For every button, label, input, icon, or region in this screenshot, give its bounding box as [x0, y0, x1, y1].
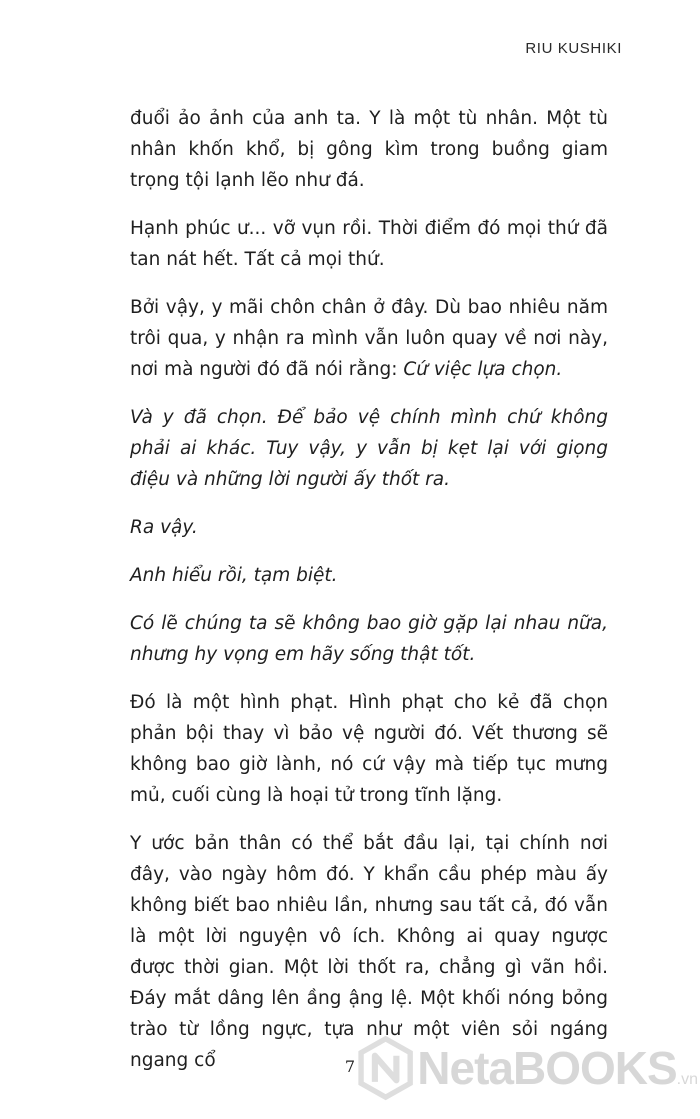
paragraph-6: Anh hiểu rồi, tạm biệt.: [130, 565, 338, 586]
paragraph-7: Có lẽ chúng ta sẽ không bao giờ gặp lại nhau nữa, nhưng hy vọng em hãy sống thật tốt.: [130, 613, 608, 665]
paragraph-5: Ra vậy.: [130, 517, 198, 538]
watermark-brand: NetaBOOKS: [417, 1041, 677, 1094]
paragraph-3: [130, 292, 608, 385]
running-header: RIU KUSHIKI: [525, 40, 622, 57]
paragraph-8: Đó là một hình phạt. Hình phạt cho kẻ đã chọn phản bội thay vì bảo vệ người đó. Vết thương sẽ không bao giờ lành, nó cứ vậy mà tiếp tục mưng mủ, cuối cùng là hoại tử trong tĩnh lặng.: [130, 692, 608, 806]
paragraph-3-text: Bởi vậy, y mãi chôn chân ở đây. Dù bao nhiêu năm trôi qua, y nhận ra mình vẫn luôn quay về nơi này, nơi mà người đó đã nói rằng:: [130, 297, 608, 380]
paragraph-9: Y ước bản thân có thể bắt đầu lại, tại chính nơi đây, vào ngày hôm đó. Y khẩn cầu phép màu ấy không biết bao nhiêu lần, nhưng sau tất cả, đó vẫn là một lời nguyện vô ích. Không ai quay ngược được thời gian. Một lời thốt ra, chẳng gì vãn hồi. Đáy mắt dâng lên ầng ậng lệ. Một khối nóng bỏng trào từ lồng ngực, tựa như một viên sỏi ngáng ngang cổ: [130, 833, 608, 1071]
watermark-suffix: .vn: [676, 1071, 698, 1088]
page-number: 7: [344, 1057, 356, 1076]
body-text: [130, 103, 608, 1093]
paragraph-2: Hạnh phúc ư... vỡ vụn rồi. Thời điểm đó mọi thứ đã tan nát hết. Tất cả mọi thứ.: [130, 218, 608, 270]
paragraph-1: đuổi ảo ảnh của anh ta. Y là một tù nhân. Một tù nhân khốn khổ, bị gông kìm trong buồng giam trọng tội lạnh lẽo như đá.: [130, 108, 608, 191]
paragraph-4: Và y đã chọn. Để bảo vệ chính mình chứ không phải ai khác. Tuy vậy, y vẫn bị kẹt lại với giọng điệu và những lời người ấy thốt ra.: [130, 407, 608, 490]
paragraph-3-emphasis: Cứ việc lựa chọn.: [403, 359, 563, 380]
